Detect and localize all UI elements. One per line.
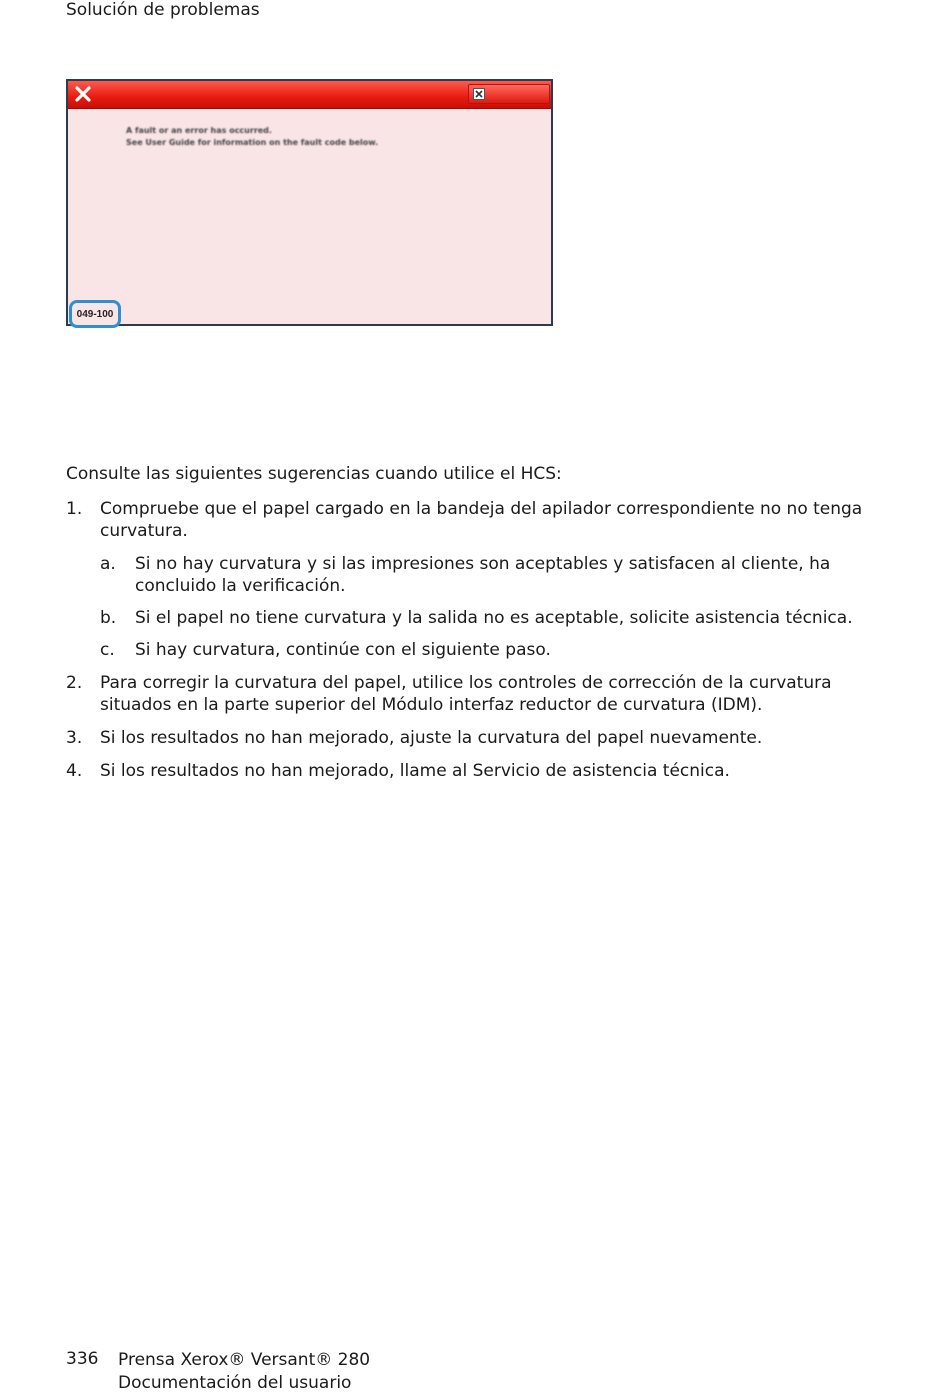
- substep-text: Si el papel no tiene curvatura y la salida no es aceptable, solicite asistencia técnica.: [135, 608, 853, 628]
- substep-letter: c.: [100, 640, 115, 660]
- step-3: [66, 727, 896, 749]
- substeps-list: [100, 553, 896, 661]
- error-x-icon: [74, 85, 92, 103]
- footer-doc-type: Documentación del usuario: [118, 1373, 352, 1393]
- step-number: 4.: [66, 761, 83, 781]
- footer-product: Prensa Xerox® Versant® 280: [118, 1350, 371, 1370]
- fault-code: 049-100: [76, 308, 114, 320]
- substep-c: [100, 639, 896, 661]
- fault-code-highlight: [69, 300, 121, 328]
- substep-letter: a.: [100, 554, 116, 574]
- steps-list: [66, 498, 896, 793]
- step-text: Compruebe que el papel cargado en la bandeja del apilador correspondiente no no tenga curvatura.: [100, 499, 863, 541]
- fault-dialog-screenshot: [66, 79, 553, 326]
- dialog-titlebar: [68, 81, 551, 109]
- page-number: 336: [66, 1349, 99, 1369]
- intro-text: Consulte las siguientes sugerencias cuando utilice el HCS:: [66, 464, 562, 484]
- close-button: [468, 84, 550, 104]
- step-number: 2.: [66, 673, 83, 693]
- substep-text: Si hay curvatura, continúe con el siguiente paso.: [135, 640, 551, 660]
- substep-b: [100, 607, 896, 629]
- step-4: [66, 760, 896, 782]
- close-icon: [473, 88, 485, 100]
- step-number: 1.: [66, 499, 83, 519]
- dialog-message-line1: A fault or an error has occurred.: [126, 126, 272, 135]
- substep-a: [100, 553, 896, 597]
- step-text: Para corregir la curvatura del papel, utilice los controles de corrección de la curvatura situados en la parte superior del Módulo interfaz reductor de curvatura (IDM).: [100, 673, 832, 715]
- running-header: Solución de problemas: [66, 0, 260, 20]
- footer-title: [118, 1349, 370, 1395]
- step-1: [66, 498, 896, 661]
- step-2: [66, 672, 896, 716]
- step-text: Si los resultados no han mejorado, ajuste la curvatura del papel nuevamente.: [100, 728, 763, 748]
- dialog-message: [126, 125, 378, 149]
- step-text: Si los resultados no han mejorado, llame al Servicio de asistencia técnica.: [100, 761, 730, 781]
- step-number: 3.: [66, 728, 83, 748]
- substep-text: Si no hay curvatura y si las impresiones son aceptables y satisfacen al cliente, ha concluido la verificación.: [135, 554, 831, 596]
- substep-letter: b.: [100, 608, 117, 628]
- dialog-message-line2: See User Guide for information on the fault code below.: [126, 138, 379, 147]
